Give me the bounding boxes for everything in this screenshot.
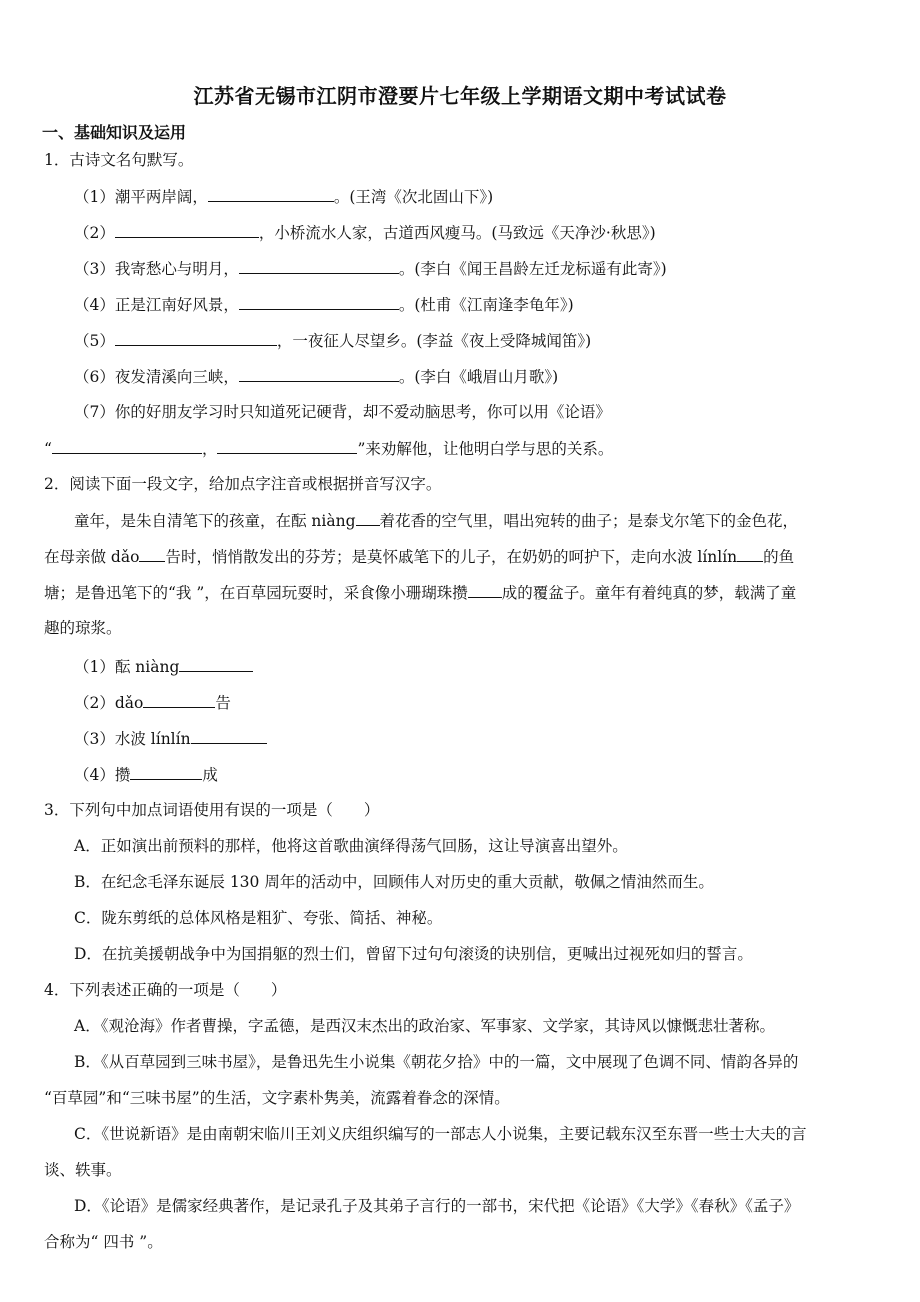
q2-item-4: （4）攒 成: [74, 763, 218, 786]
q4-option-d[interactable]: D．《论语》是儒家经典著作，是记录孔子及其弟子言行的一部书，宋代把《论语》《大学》《春秋》《孟子》: [74, 1197, 800, 1215]
answer-blank[interactable]: [130, 763, 202, 780]
q3-option-a[interactable]: A．正如演出前预料的那样，他将这首歌曲演绎得荡气回肠，这让导演喜出望外。: [74, 837, 628, 855]
q4-option-c-cont: 谈、轶事。: [44, 1161, 122, 1179]
answer-blank[interactable]: [52, 437, 202, 454]
q2-passage-line-2: 在母亲做 dǎo 告时，悄悄散发出的芬芳；是莫怀戚笔下的儿子，在奶奶的呵护下，走向水波 línlín 的鱼: [44, 545, 794, 568]
answer-blank[interactable]: [239, 365, 399, 382]
q4-option-b[interactable]: B．《从百草园到三味书屋》，是鲁迅先生小说集《朝花夕拾》中的一篇，文中展现了色调不同、情韵各异的: [74, 1053, 799, 1071]
q4-option-a[interactable]: A．《观沧海》作者曹操，字孟德，是西汉末杰出的政治家、军事家、文学家，其诗风以慷慨悲壮著称。: [74, 1017, 775, 1035]
answer-blank[interactable]: [239, 257, 399, 274]
answer-blank[interactable]: [217, 437, 357, 454]
exam-title: 江苏省无锡市江阴市澄要片七年级上学期语文期中考试试卷: [193, 84, 727, 108]
q1-item-1: （1）潮平两岸阔， 。(王湾《次北固山下》): [74, 185, 493, 208]
q2-item-2: （2）dǎo 告: [74, 691, 231, 714]
q1-item-6: （6）夜发清溪向三峡， 。(李白《峨眉山月歌》): [74, 365, 558, 388]
question-3-stem: 3．下列句中加点词语使用有误的一项是（ ）: [44, 801, 380, 819]
answer-blank[interactable]: [115, 329, 277, 346]
q1-item-5: （5） ，一夜征人尽望乡。(李益《夜上受降城闻笛》): [74, 329, 591, 352]
section-heading: 一、基础知识及运用: [42, 123, 187, 142]
q1-item-4: （4）正是江南好风景， 。(杜甫《江南逢李龟年》): [74, 293, 574, 316]
q4-option-b-cont: “百草园”和“三味书屋”的生活，文字素朴隽美，流露着眷念的深情。: [44, 1089, 510, 1107]
q3-option-d[interactable]: D．在抗美援朝战争中为国捐躯的烈士们，曾留下过句句滚烫的诀别信，更喊出过视死如归的誓言。: [74, 945, 753, 963]
answer-blank[interactable]: [139, 545, 165, 562]
q2-passage-line-3: 塘；是鲁迅笔下的“我 ”，在百草园玩耍时，采食像小珊瑚珠攒 成的覆盆子。童年有着纯真的梦，载满了童: [44, 581, 796, 604]
question-1-stem: 1．古诗文名句默写。: [44, 151, 194, 169]
q2-item-3: （3）水波 línlín: [74, 727, 267, 750]
q2-item-1: （1）酝 niàng: [74, 655, 253, 678]
q2-passage-line-1: 童年，是朱自清笔下的孩童，在酝 niàng 着花香的空气里，唱出宛转的曲子；是泰戈尔笔下的金色花，: [74, 509, 798, 532]
answer-blank[interactable]: [239, 293, 399, 310]
answer-blank[interactable]: [468, 581, 502, 598]
answer-blank[interactable]: [179, 655, 253, 672]
answer-blank[interactable]: [143, 691, 215, 708]
q1-item-2: （2） ，小桥流水人家，古道西风瘦马。(马致远《天净沙·秋思》): [74, 221, 656, 244]
answer-blank[interactable]: [208, 185, 334, 202]
answer-blank[interactable]: [737, 545, 763, 562]
answer-blank[interactable]: [191, 727, 267, 744]
q3-option-c[interactable]: C．陇东剪纸的总体风格是粗犷、夸张、简括、神秘。: [74, 909, 443, 927]
q3-option-b[interactable]: B．在纪念毛泽东诞辰 130 周年的活动中，回顾伟人对历史的重大贡献，敬佩之情油然而生。: [74, 873, 714, 891]
answer-blank[interactable]: [115, 221, 259, 238]
q1-item-7-answer: “ ， ”来劝解他，让他明白学与思的关系。: [44, 437, 613, 460]
question-4-stem: 4．下列表述正确的一项是（ ）: [44, 981, 287, 999]
q4-option-c[interactable]: C．《世说新语》是由南朝宋临川王刘义庆组织编写的一部志人小说集，主要记载东汉至东晋一些士大夫的言: [74, 1125, 807, 1143]
q1-item-7: （7）你的好朋友学习时只知道死记硬背，却不爱动脑思考，你可以用《论语》: [74, 403, 611, 421]
question-2-stem: 2．阅读下面一段文字，给加点字注音或根据拼音写汉字。: [44, 475, 442, 493]
answer-blank[interactable]: [356, 509, 380, 526]
q4-option-d-cont: 合称为“ 四书 ”。: [44, 1233, 163, 1251]
q2-passage-line-4: 趣的琼浆。: [44, 619, 122, 637]
q1-item-3: （3）我寄愁心与明月， 。(李白《闻王昌龄左迁龙标遥有此寄》): [74, 257, 667, 280]
